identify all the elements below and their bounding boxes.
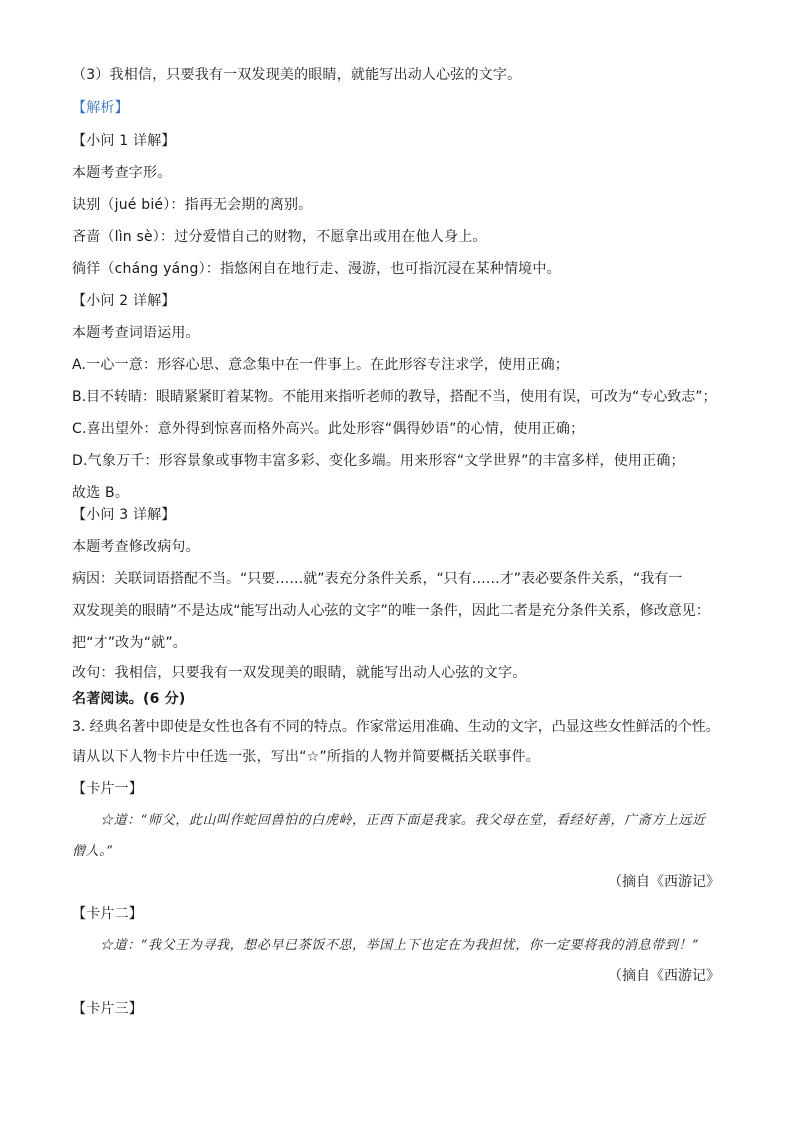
q3-line: 病因：关联词语搭配不当。“只要……就”表充分条件关系，“只有……才”表必要条件关系，“我有一 — [72, 571, 683, 587]
question-line: 请从以下人物卡片中任选一张，写出“☆”所指的人物并简要概括关联事件。 — [72, 749, 540, 765]
q3-line: 把“才”改为“就”。 — [72, 635, 188, 651]
q3-line: 本题考查修改病句。 — [72, 539, 200, 555]
q2-line: 本题考查词语运用。 — [72, 325, 200, 341]
q1-header: 【小问 1 详解】 — [72, 133, 176, 149]
card-source: （摘自《西游记》 — [608, 874, 720, 890]
card-quote-line: 僧人。” — [72, 844, 114, 859]
q2-header: 【小问 2 详解】 — [72, 293, 176, 309]
q1-line: 本题考查字形。 — [72, 165, 172, 181]
q2-line: 故选 B。 — [72, 485, 130, 501]
q3-header: 【小问 3 详解】 — [72, 507, 176, 523]
card-quote-line: ☆道：“师父，此山叫作蛇回兽怕的白虎岭，正西下面是我家。我父母在堂，看经好善，广斋方上远近 — [100, 813, 706, 828]
q2-line: A.一心一意：形容心思、意念集中在一件事上。在此形容专注求学，使用正确； — [72, 357, 569, 373]
q3-line: 改句：我相信，只要我有一双发现美的眼睛，就能写出动人心弦的文字。 — [72, 665, 527, 681]
question-line: 3. 经典名著中即使是女性也各有不同的特点。作家常运用准确、生动的文字，凸显这些女性鲜活的个性。 — [72, 719, 720, 735]
card-label: 【卡片二】 — [72, 906, 143, 922]
section-title: 名著阅读。(6 分) — [72, 691, 186, 707]
card-label: 【卡片三】 — [72, 1001, 143, 1017]
card-label: 【卡片一】 — [72, 781, 143, 797]
q1-line: 吝啬（lìn sè）：过分爱惜自己的财物，不愿拿出或用在他人身上。 — [72, 229, 487, 245]
card-source: （摘自《西游记》 — [608, 968, 720, 984]
analysis-label: 【解析】 — [72, 100, 129, 116]
q2-line: C.喜出望外：意外得到惊喜而格外高兴。此处形容“偶得妙语”的心情，使用正确； — [72, 421, 585, 437]
answer-sentence: （3）我相信，只要我有一双发现美的眼睛，就能写出动人心弦的文字。 — [72, 67, 522, 83]
q1-line: 徜徉（cháng yáng）：指悠闲自在地行走、漫游，也可指沉浸在某种情境中。 — [72, 261, 561, 277]
q1-line: 诀别（jué bié）：指再无会期的离别。 — [72, 197, 313, 213]
q2-line: B.目不转睛：眼睛紧紧盯着某物。不能用来指听老师的教导，搭配不当，使用有误，可改为“专心致志”； — [72, 389, 717, 405]
card-quote-line: ☆道：“我父王为寻我，想必早已茶饭不思，举国上下也定在为我担忧，你一定要将我的消息带到！” — [100, 938, 700, 953]
q3-line: 双发现美的眼睛”不是达成“能写出动人心弦的文字”的唯一条件，因此二者是充分条件关系，修改意见： — [72, 603, 710, 619]
q2-line: D.气象万千：形容景象或事物丰富多彩、变化多端。用来形容“文学世界”的丰富多样，使用正确； — [72, 453, 685, 469]
